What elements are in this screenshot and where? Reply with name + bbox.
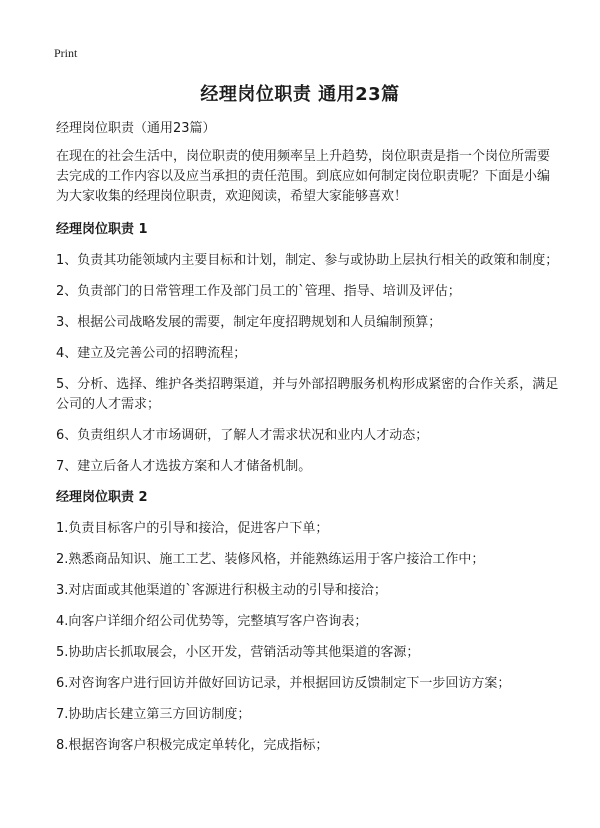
section-heading: 经理岗位职责 1: [56, 222, 148, 237]
list-item: 6、负责组织人才市场调研，了解人才需求状况和业内人才动态；: [56, 428, 429, 443]
document-subtitle: 经理岗位职责（通用23篇）: [56, 121, 216, 136]
page-title: 经理岗位职责 通用23篇: [200, 84, 400, 105]
intro-paragraph: 在现在的社会生活中，岗位职责的使用频率呈上升趋势，岗位职责是指一个岗位所需要去完成的工作内容以及应当承担的责任范围。到底应如何制定岗位职责呢？下面是小编为大家收集的经理岗位职责，欢迎阅读，希望大家能够喜欢！: [56, 149, 551, 204]
list-item: 2.熟悉商品知识、施工工艺、装修风格，并能熟练运用于客户接洽工作中；: [56, 552, 485, 567]
list-item: 5.协助店长抓取展会，小区开发，营销活动等其他渠道的客源；: [56, 645, 420, 660]
list-item: 6.对咨询客户进行回访并做好回访记录，并根据回访反馈制定下一步回访方案；: [56, 676, 511, 691]
list-item: 5、分析、选择、维护各类招聘渠道，并与外部招聘服务机构形成紧密的合作关系，满足公司的人才需求；: [56, 377, 559, 412]
list-item: 2、负责部门的日常管理工作及部门员工的`管理、指导、培训及评估；: [56, 284, 461, 299]
list-item: 3、根据公司战略发展的需要，制定年度招聘规划和人员编制预算；: [56, 315, 442, 330]
list-item: 7、建立后备人才选拔方案和人才储备机制。: [56, 459, 312, 474]
list-item: 4.向客户详细介绍公司优势等，完整填写客户咨询表；: [56, 614, 368, 629]
section-2: [56, 488, 560, 756]
list-item: 7.协助店长建立第三方回访制度；: [56, 707, 251, 722]
list-item: 4、建立及完善公司的招聘流程；: [56, 346, 247, 361]
section-1: [56, 220, 560, 477]
document-body: [56, 119, 560, 767]
print-label[interactable]: Print: [54, 46, 78, 60]
list-item: 1.负责目标客户的引导和接洽，促进客户下单；: [56, 521, 329, 536]
list-item: 1、负责其功能领域内主要目标和计划，制定、参与或协助上层执行相关的政策和制度；: [56, 253, 559, 268]
section-heading: 经理岗位职责 2: [56, 490, 148, 505]
list-item: 3.对店面或其他渠道的`客源进行积极主动的引导和接洽；: [56, 583, 387, 598]
list-item: 8.根据咨询客户积极完成定单转化，完成指标；: [56, 738, 329, 753]
